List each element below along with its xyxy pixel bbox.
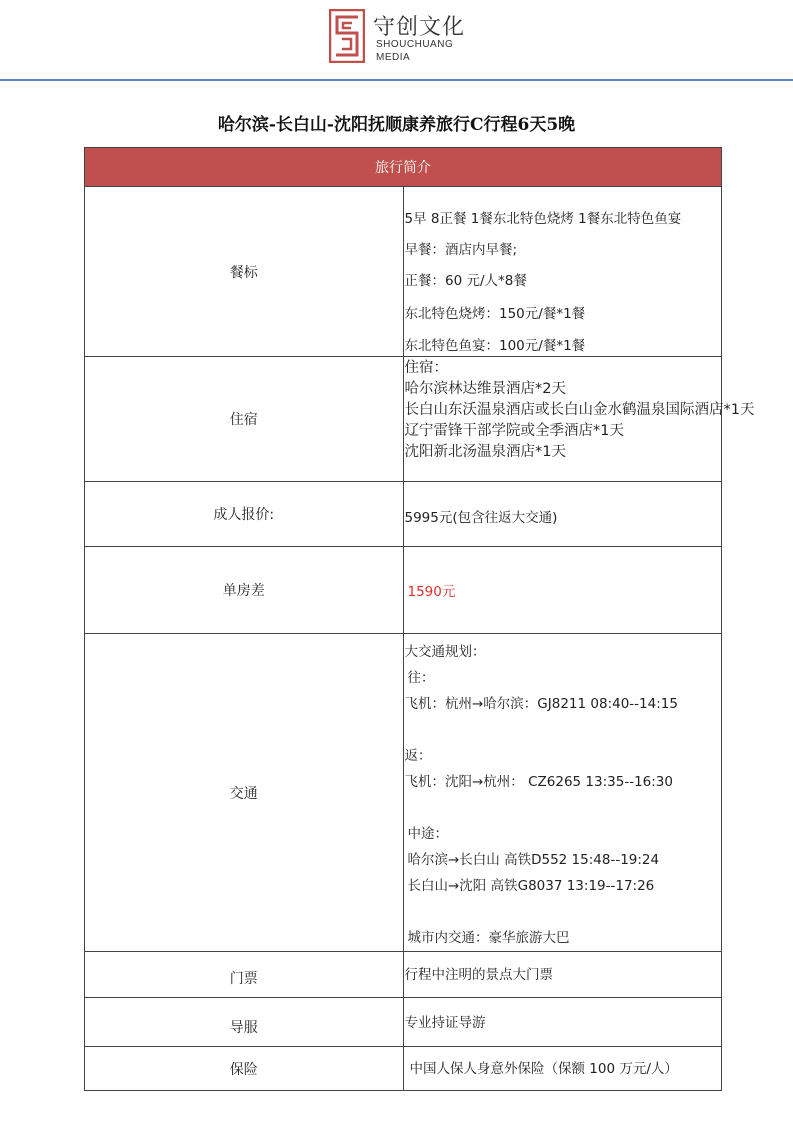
row-transport bbox=[85, 634, 722, 952]
row-label-guide: 导服 bbox=[85, 998, 404, 1047]
row-guide bbox=[85, 998, 722, 1047]
page-title: 哈尔滨-长白山-沈阳抚顺康养旅行C行程6天5晚 bbox=[217, 115, 576, 135]
transport-line-4 bbox=[405, 717, 722, 743]
row-tickets bbox=[85, 952, 722, 998]
logo-english-name-line2: MEDIA bbox=[376, 52, 411, 63]
row-label-insurance: 保险 bbox=[85, 1047, 404, 1091]
insurance-value: 中国人保人身意外保险（保额 100 万元/人） bbox=[409, 1061, 678, 1077]
table-header: 旅行简介 bbox=[85, 148, 722, 187]
transport-line-6: 飞机：沈阳→杭州： CZ6265 13:35--16:30 bbox=[404, 774, 673, 790]
row-content-insurance bbox=[403, 1047, 722, 1091]
row-meals bbox=[85, 187, 722, 357]
row-label-meals: 餐标 bbox=[85, 187, 404, 357]
logo-english-name-line1: SHOUCHUANG bbox=[376, 39, 454, 50]
row-content-meals bbox=[403, 187, 722, 357]
transport-line-1: 大交通规划： bbox=[404, 644, 486, 660]
table-header-row bbox=[85, 148, 722, 187]
row-content-tickets bbox=[403, 952, 722, 998]
hotel-line-1: 住宿： bbox=[404, 360, 448, 376]
page-header bbox=[0, 0, 793, 82]
hotel-line-4: 辽宁雷锋干部学院或全季酒店*1天 bbox=[404, 423, 624, 439]
transport-line-11 bbox=[405, 899, 722, 925]
row-content-hotel bbox=[403, 357, 755, 482]
transport-line-3: 飞机：杭州→哈尔滨：GJ8211 08:40--14:15 bbox=[404, 696, 678, 712]
row-price bbox=[85, 482, 722, 547]
transport-line-2: 往： bbox=[407, 670, 435, 686]
adult-price-value: 5995元(包含往返大交通) bbox=[404, 510, 558, 526]
row-label-transport: 交通 bbox=[85, 634, 404, 952]
meals-line-1: 5早 8正餐 1餐东北特色烧烤 1餐东北特色鱼宴 bbox=[404, 211, 682, 227]
row-content-price bbox=[403, 482, 722, 547]
row-content-transport bbox=[403, 634, 722, 952]
row-label-price: 成人报价: bbox=[85, 482, 404, 547]
transport-line-10: 长白山→沈阳 高铁G8037 13:19--17:26 bbox=[407, 878, 655, 894]
single-supplement-value: 1590元 bbox=[407, 584, 456, 600]
row-hotel bbox=[85, 357, 722, 482]
transport-line-7 bbox=[405, 795, 722, 821]
transport-line-9: 哈尔滨→长白山 高铁D552 15:48--19:24 bbox=[407, 852, 660, 868]
row-insurance bbox=[85, 1047, 722, 1091]
row-single-supplement bbox=[85, 547, 722, 634]
meals-line-3: 正餐：60 元/人*8餐 bbox=[404, 273, 527, 289]
hotel-line-3: 长白山东沃温泉酒店或长白山金水鹤温泉国际酒店*1天 bbox=[404, 402, 755, 418]
meals-line-2: 早餐：酒店内早餐; bbox=[404, 242, 518, 258]
guide-value: 专业持证导游 bbox=[404, 1015, 486, 1031]
hotel-line-5: 沈阳新北汤温泉酒店*1天 bbox=[404, 444, 566, 460]
row-label-tickets: 门票 bbox=[85, 952, 404, 998]
meals-line-4: 东北特色烧烤：150元/餐*1餐 bbox=[404, 306, 586, 322]
transport-line-5: 返： bbox=[404, 748, 432, 764]
header-divider bbox=[0, 79, 793, 81]
row-content-single-supplement bbox=[403, 547, 722, 634]
transport-line-12: 城市内交通：豪华旅游大巴 bbox=[407, 930, 570, 946]
transport-line-8: 中途： bbox=[407, 826, 448, 842]
tickets-value: 行程中注明的景点大门票 bbox=[404, 967, 553, 983]
shouchuang-logo-icon bbox=[329, 9, 365, 63]
itinerary-table bbox=[84, 147, 755, 1091]
row-content-guide bbox=[403, 998, 722, 1047]
logo-chinese-name: 守创文化 bbox=[373, 15, 466, 40]
row-label-single-supplement: 单房差 bbox=[85, 547, 404, 634]
meals-line-5: 东北特色鱼宴：100元/餐*1餐 bbox=[404, 338, 586, 354]
hotel-line-2: 哈尔滨林达维景酒店*2天 bbox=[404, 381, 566, 397]
row-label-hotel: 住宿 bbox=[85, 357, 404, 482]
